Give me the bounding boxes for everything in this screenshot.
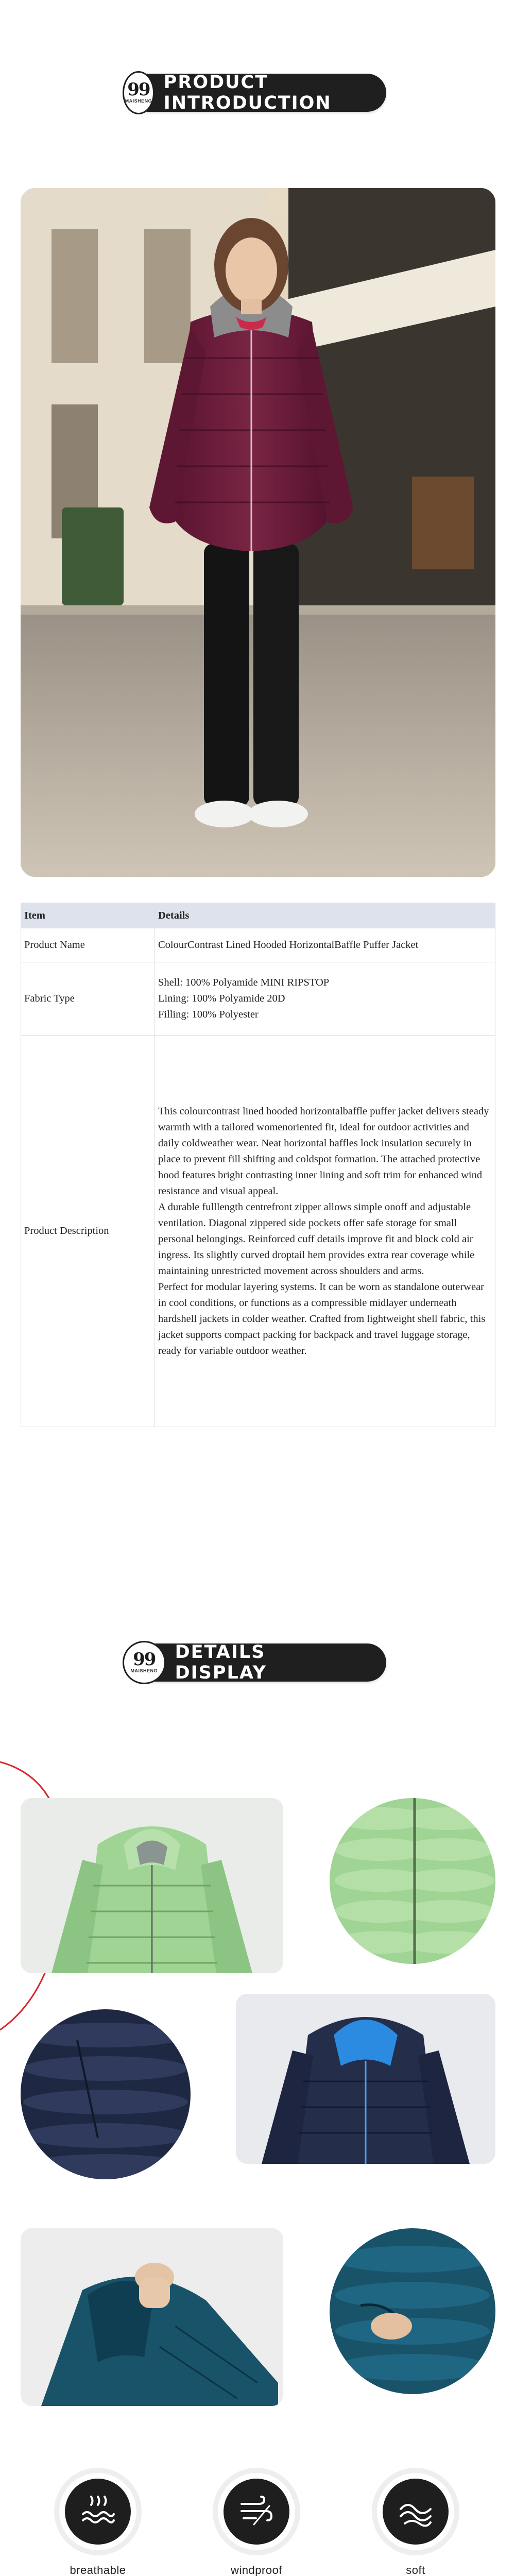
table-row xyxy=(21,1036,495,1427)
logo-number: 99 xyxy=(127,79,150,100)
table-row xyxy=(21,962,495,1036)
teal-pocket-illustration xyxy=(330,2228,495,2394)
column-header-details: Details xyxy=(155,903,495,928)
logo-number: 99 xyxy=(133,1649,156,1670)
teal-hood-illustration xyxy=(21,2228,283,2406)
navy-quilting-illustration xyxy=(21,2009,191,2179)
description-paragraph: A durable fulllength centrefront zipper allows simple onoff and adjustable ventilation. Diagonal zippered side pockets offer safe storage for small personal belongings. Reinforced cuff details improve fit and block cold air ingress. Its slightly curved droptail hem provides extra rear coverage while maintaining unrestricted movement across shoulders and arms. xyxy=(158,1201,475,1277)
feature-icon-ring xyxy=(218,2473,295,2550)
detail-photo-navy-quilting xyxy=(21,2009,191,2179)
breathable-icon xyxy=(65,2479,131,2545)
product-description-value xyxy=(155,1036,495,1427)
product-introduction-header xyxy=(125,72,386,113)
brand-logo xyxy=(123,71,154,114)
feature-soft xyxy=(359,2473,472,2576)
description-paragraph: This colourcontrast lined hooded horizontalbaffle puffer jacket delivers steady warmth with a tailored womenoriented fit, ideal for outdoor activities and daily coldweather wear. Neat horizontal baffles lock insulation securely in place to prevent fill shifting and coldspot formation. The attached protective hood features bright contrasting inner lining and soft trim for enhanced wind resistance and visual appeal. xyxy=(158,1105,489,1197)
soft-icon xyxy=(383,2479,449,2545)
feature-windproof xyxy=(200,2473,313,2576)
product-name-value: ColourContrast Lined Hooded HorizontalBaffle Puffer Jacket xyxy=(155,928,495,962)
table-row xyxy=(21,928,495,962)
product-name-label: Product Name xyxy=(21,928,155,962)
section-title: DETAILS DISPLAY xyxy=(175,1642,267,1683)
fabric-filling: Filling: 100% Polyester xyxy=(158,1009,259,1020)
fabric-type-label: Fabric Type xyxy=(21,962,155,1036)
description-paragraph: Perfect for modular layering systems. It can be worn as standalone outerwear in cool conditions, or functions as a compressible midlayer underneath hardshell jackets in colder weather. Crafted from lightweight shell fabric, this jacket supports compact packing for backpack and travel luggage storage, ready for variable outdoor weather. xyxy=(158,1281,486,1357)
detail-photo-teal-hood xyxy=(21,2228,283,2406)
detail-photo-navy-jacket xyxy=(236,1994,495,2164)
windproof-icon xyxy=(224,2479,289,2545)
green-quilting-illustration xyxy=(330,1798,495,1964)
logo-brand: MAISHENG xyxy=(125,98,152,104)
feature-label: soft xyxy=(406,2564,425,2576)
feature-icon-ring xyxy=(377,2473,454,2550)
details-display-header xyxy=(129,1643,386,1682)
section-title: PRODUCT INTRODUCTION xyxy=(163,72,332,113)
detail-photo-green-quilting xyxy=(330,1798,495,1964)
model-wearing-jacket-illustration xyxy=(21,188,495,877)
fabric-type-value xyxy=(155,962,495,1036)
hero-product-photo xyxy=(21,188,495,877)
detail-photo-teal-pocket xyxy=(330,2228,495,2394)
column-header-item: Item xyxy=(21,903,155,928)
feature-icon-ring xyxy=(59,2473,136,2550)
fabric-shell: Shell: 100% Polyamide MINI RIPSTOP xyxy=(158,977,330,988)
feature-label: breathable xyxy=(70,2564,126,2576)
fabric-lining: Lining: 100% Polyamide 20D xyxy=(158,993,285,1004)
brand-logo xyxy=(123,1641,166,1684)
green-jacket-illustration xyxy=(21,1798,283,1973)
table-header-row xyxy=(21,903,495,928)
logo-brand: MAISHENG xyxy=(130,1668,158,1673)
detail-photo-green-jacket xyxy=(21,1798,283,1973)
product-spec-table xyxy=(21,903,495,1427)
navy-jacket-illustration xyxy=(236,1994,495,2164)
product-description-label: Product Description xyxy=(21,1036,155,1427)
feature-breathable xyxy=(41,2473,154,2576)
feature-label: windproof xyxy=(231,2564,282,2576)
